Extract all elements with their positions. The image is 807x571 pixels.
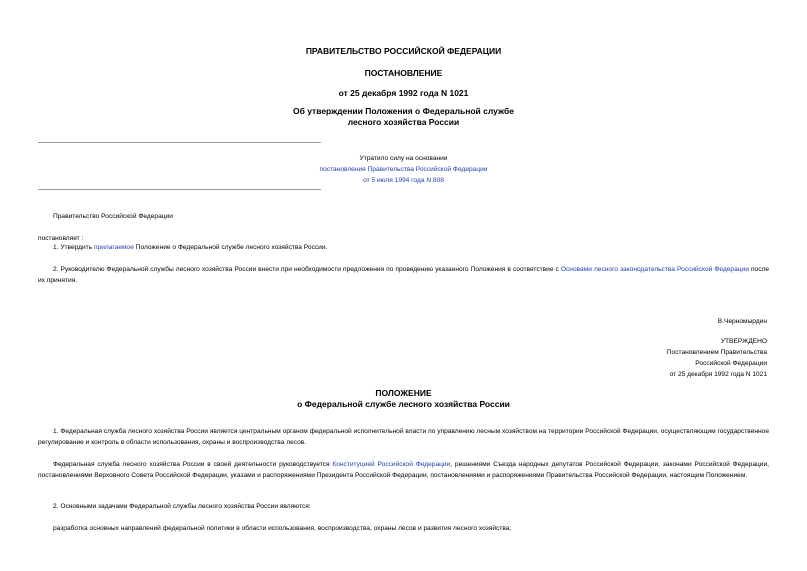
regulation-title: ПОЛОЖЕНИЕ — [375, 388, 432, 398]
p1-pre: 1. Утвердить — [53, 244, 94, 251]
document-type: ПОСТАНОВЛЕНИЕ — [364, 68, 443, 78]
issuer: Правительство Российской Федерации — [53, 213, 173, 220]
paragraph-2 — [38, 264, 769, 286]
regulation-clause-2: 2. Основными задачами Федеральной службы лесного хозяйства России являются: — [53, 503, 311, 510]
approval-line2: Постановлением Правительства — [666, 349, 767, 356]
paragraph-1 — [53, 242, 327, 253]
approval-line1: УТВЕРЖДЕНО — [720, 338, 767, 345]
document-title-line1: Об утверждении Положения о Федеральной службе — [293, 106, 514, 116]
p2-post: после их принятия. — [38, 266, 770, 284]
regulation-clause-legal-basis — [38, 459, 769, 481]
status-link-resolution[interactable] — [0, 164, 807, 175]
approval-line3: Российской Федерации — [695, 360, 767, 367]
p2-link[interactable]: Основами лесного законодательства Российской Федерации — [560, 266, 749, 273]
s2-pre: Федеральная служба лесного хозяйства России в своей деятельности руководствуется — [53, 461, 333, 468]
document-date-number: от 25 декабря 1992 года N 1021 — [338, 88, 469, 98]
document-title-line2: лесного хозяйства России — [347, 117, 460, 127]
s2-post: , решениями Съезда народных депутатов Российской Федерации, законами Российской Федерации, постановлениями Верховного Совета Российской Федерации, указами и распоряжениями Президента Российской Федерации, постановлениями и распоряжениями Правительства Российской Федерации, настоящим Положением. — [38, 461, 769, 479]
approval-line4: от 25 декабря 1992 года N 1021 — [669, 371, 767, 378]
status-bottom-rule — [38, 189, 321, 190]
status-link-text1[interactable]: постановления Правительства Российской Федерации — [319, 166, 488, 173]
resolves: постановляет : — [38, 235, 84, 242]
constitution-link[interactable]: Конституцией Российской Федерации — [332, 461, 451, 468]
regulation-task-1: разработка основных направлений федеральной политики в области использования, воспроизводства, охраны лесов и развития лесного хозяйства; — [53, 525, 512, 532]
government-heading: ПРАВИТЕЛЬСТВО РОССИЙСКОЙ ФЕДЕРАЦИИ — [305, 46, 502, 56]
signature: В.Черномырдин — [717, 318, 767, 325]
status-link-text2[interactable]: от 5 июля 1994 года N 808 — [363, 177, 444, 184]
status-line: Утратило силу на основании — [359, 155, 448, 162]
regulation-clause-1: 1. Федеральная служба лесного хозяйства России является центральным органом федеральной исполнительной власти по управлению лесным хозяйством на территории Российской Федерации, осуществляющим государственное регулирование и контроль в области использования, охраны и воспроизводства лесов. — [38, 428, 769, 446]
regulation-subtitle: о Федеральной службе лесного хозяйства России — [297, 399, 510, 409]
status-link-date[interactable] — [0, 175, 807, 186]
status-top-rule — [38, 142, 321, 143]
p1-link[interactable]: прилагаемое — [93, 244, 134, 251]
p1-post: Положение о Федеральной службе лесного хозяйства России. — [133, 244, 328, 251]
p2-pre: 2. Руководителю Федеральной службы лесного хозяйства России внести при необходимости предложения по проведению указанного Положения в соответствие с — [53, 266, 561, 273]
